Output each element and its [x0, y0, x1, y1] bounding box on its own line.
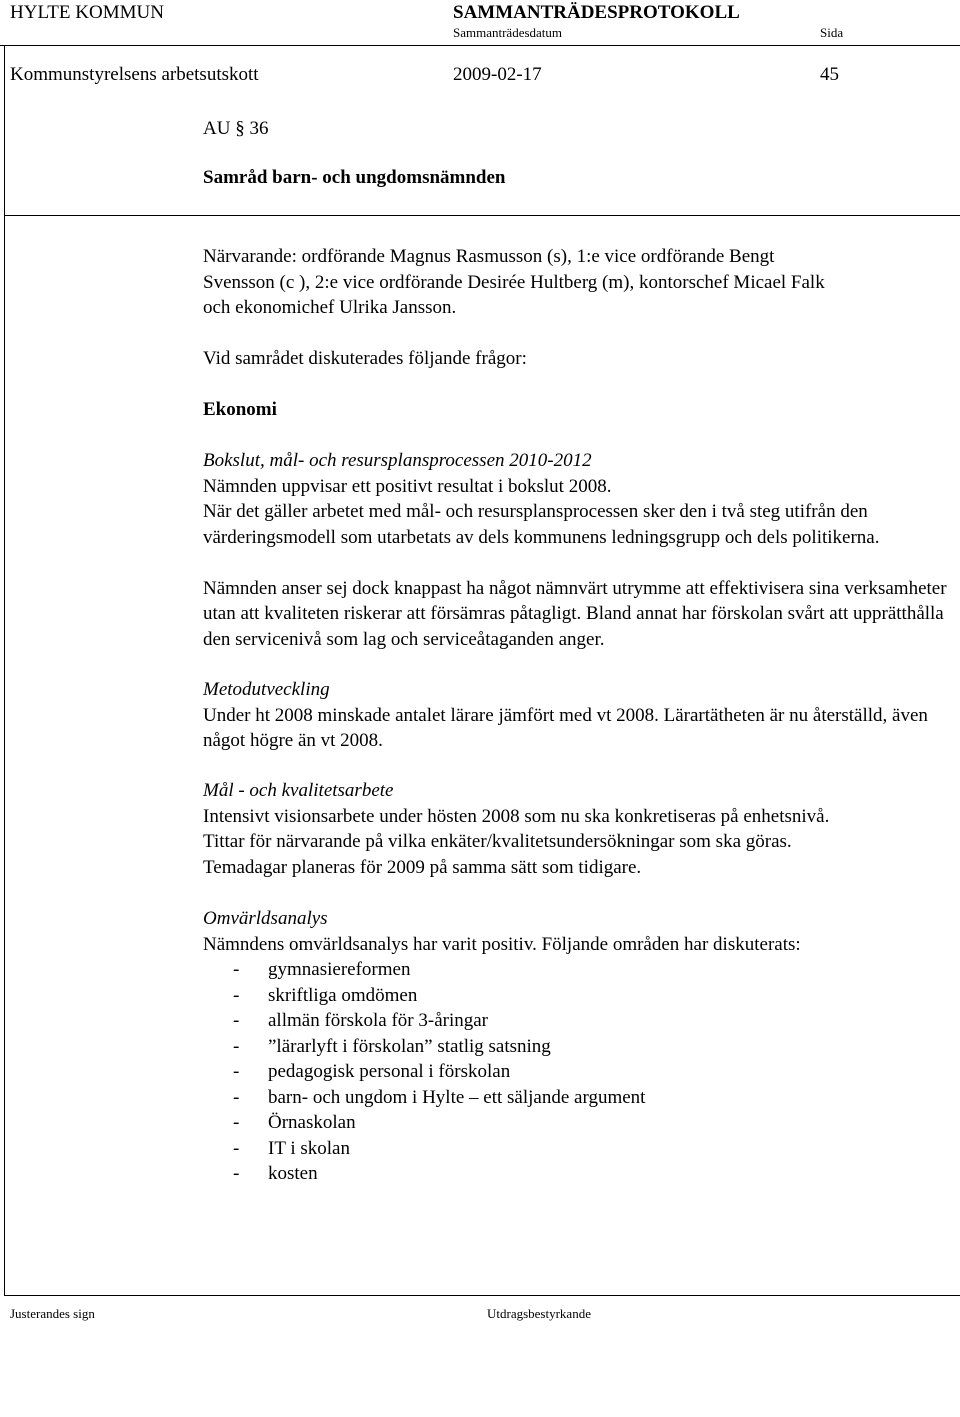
- method-text: Under ht 2008 minskade antalet lärare jämfört med vt 2008. Lärartätheten är nu återställd, även något högre än vt 2008.: [203, 704, 928, 751]
- bullet-dash: -: [233, 1086, 240, 1108]
- bullet-dash: -: [233, 959, 240, 980]
- method-heading: Metodutveckling: [203, 679, 330, 700]
- list-item-text: skriftliga omdömen: [268, 984, 418, 1006]
- list-item: [233, 1059, 645, 1085]
- bullet-dash: -: [233, 1035, 240, 1057]
- page-label: Sida: [820, 25, 844, 40]
- economy-paragraph: Nämnden anser sej dock knappast ha något nämnvärt utrymme att effektivisera sina verksamheter utan att kvaliteten riskerar att försämras påtagligt. Bland annat har förskolan svårt att upprätthålla den servicenivå som lag och serviceåtaganden anger.: [203, 577, 947, 650]
- attendees-line: och ekonomichef Ulrika Jansson.: [203, 297, 457, 318]
- certification-label: Utdragsbestyrkande: [487, 1306, 591, 1321]
- attendees-line: Svensson (c ), 2:e vice ordförande Desirée Hultberg (m), kontorschef Micael Falk: [203, 271, 825, 293]
- world-heading: Omvärldsanalys: [203, 908, 328, 929]
- page-number: 45: [820, 64, 839, 85]
- list-item: [233, 983, 645, 1009]
- quality-line: Temadagar planeras för 2009 på samma sätt som tidigare.: [203, 856, 642, 878]
- list-item-text: ”lärarlyft i förskolan” statlig satsning: [268, 1035, 551, 1057]
- doc-type: SAMMANTRÄDESPROTOKOLL: [453, 2, 740, 23]
- bullet-dash: -: [233, 1137, 240, 1159]
- meeting-date: 2009-02-17: [453, 64, 542, 85]
- economy-heading: Ekonomi: [203, 399, 277, 420]
- world-text: Nämndens omvärldsanalys har varit positiv. Följande områden har diskuterats:: [203, 933, 801, 955]
- bullet-dash: -: [233, 1061, 240, 1082]
- list-item-text: IT i skolan: [268, 1137, 350, 1159]
- list-item: [233, 1110, 645, 1136]
- margin-line: [4, 216, 5, 1296]
- list-item: [233, 1008, 645, 1034]
- list-item: [233, 1136, 645, 1162]
- date-label: Sammanträdesdatum: [453, 25, 563, 40]
- list-item-text: kosten: [268, 1163, 318, 1184]
- bullet-dash: -: [233, 1112, 240, 1133]
- quality-heading: Mål - och kvalitetsarbete: [203, 780, 394, 801]
- quality-line: Intensivt visionsarbete under hösten 2008 som nu ska konkretiseras på enhetsnivå.: [203, 805, 830, 827]
- list-item: [233, 1085, 645, 1111]
- footer-rule: [4, 1295, 960, 1296]
- quality-line: Tittar för närvarande på vilka enkäter/kvalitetsundersökningar som ska göras.: [203, 831, 792, 852]
- list-item: [233, 1034, 645, 1060]
- section-rule: [4, 215, 960, 216]
- list-item-text: pedagogisk personal i förskolan: [268, 1061, 511, 1082]
- section-number: AU § 36: [203, 118, 269, 139]
- bullet-dash: -: [233, 984, 240, 1006]
- bullet-dash: -: [233, 1010, 240, 1031]
- list-item-text: allmän förskola för 3-åringar: [268, 1010, 488, 1031]
- margin-line-top: [4, 46, 5, 216]
- list-item-text: Örnaskolan: [268, 1112, 356, 1133]
- list-item: [233, 1161, 645, 1187]
- topic-list: [233, 957, 645, 1187]
- header-rule: [0, 45, 960, 46]
- bullet-dash: -: [233, 1163, 240, 1184]
- intro-text: Vid samrådet diskuterades följande frågor:: [203, 348, 527, 369]
- economy-paragraph: När det gäller arbetet med mål- och resursplansprocessen sker den i två steg utifrån den värderingsmodell som utarbetats av dels kommunens ledningsgrupp och dels politikerna.: [203, 501, 880, 548]
- list-item-text: gymnasiereformen: [268, 959, 411, 980]
- committee-name: Kommunstyrelsens arbetsutskott: [10, 64, 259, 85]
- org-name: HYLTE KOMMUN: [10, 2, 164, 23]
- section-title: Samråd barn- och ungdomsnämnden: [203, 167, 506, 188]
- economy-paragraph: Nämnden uppvisar ett positivt resultat i bokslut 2008.: [203, 475, 612, 497]
- economy-subheading: Bokslut, mål- och resursplansprocessen 2010-2012: [203, 450, 592, 471]
- signature-label: Justerandes sign: [10, 1306, 95, 1321]
- list-item-text: barn- och ungdom i Hylte – ett säljande argument: [268, 1086, 646, 1108]
- attendees-line: Närvarande: ordförande Magnus Rasmusson (s), 1:e vice ordförande Bengt: [203, 246, 775, 267]
- list-item: [233, 957, 645, 983]
